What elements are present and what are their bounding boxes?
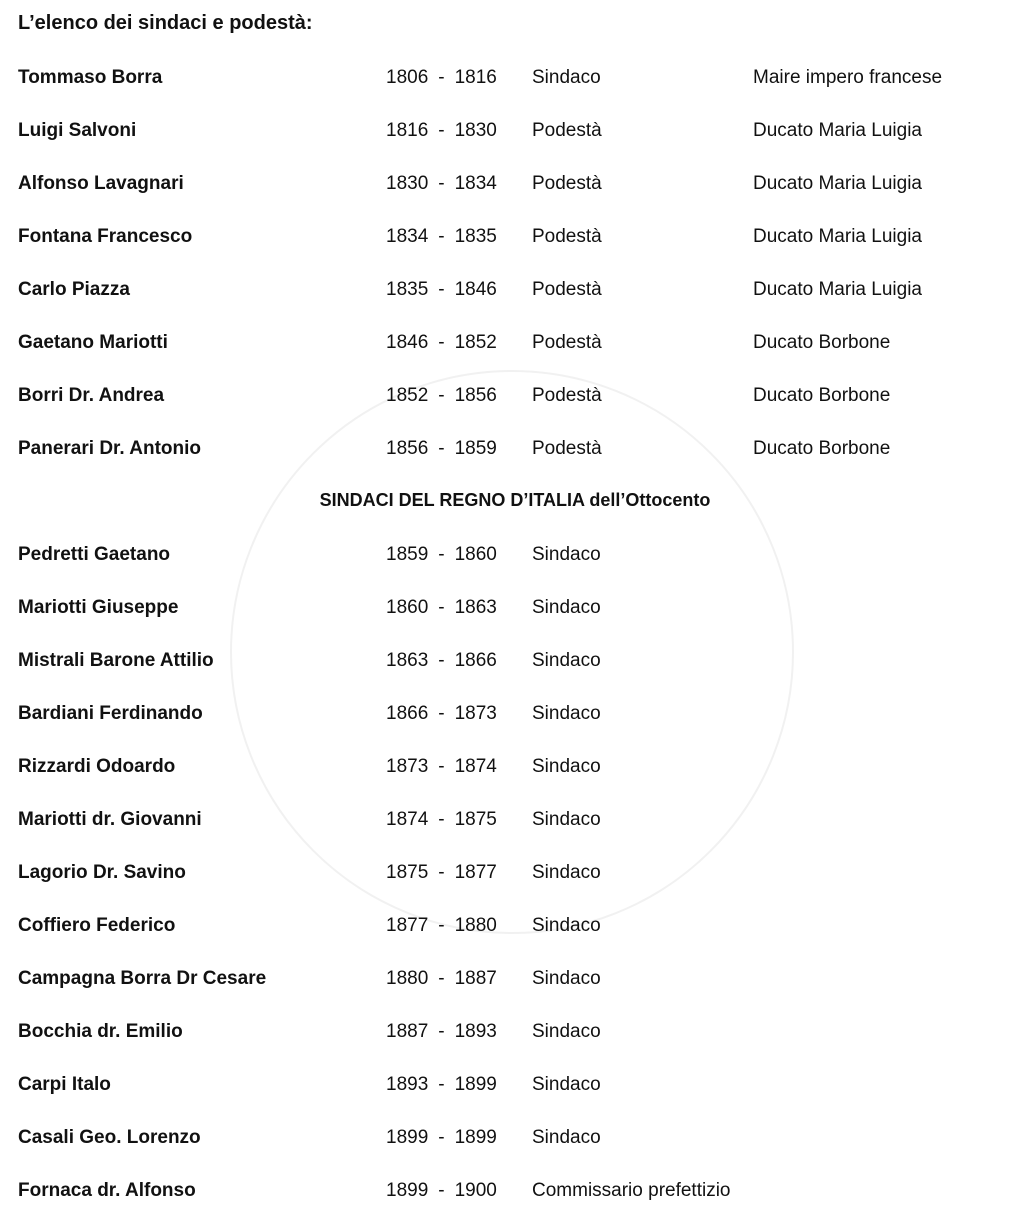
- mayor-row: [0, 699, 1030, 729]
- term-start: 1856: [386, 438, 429, 459]
- term-start: 1866: [386, 703, 429, 724]
- term-years: [386, 222, 497, 252]
- term-start: 1816: [386, 120, 429, 141]
- term-start: 1875: [386, 862, 429, 883]
- term-years: [386, 805, 497, 835]
- mayor-name: Gaetano Mariotti: [18, 332, 168, 353]
- mayor-name: Carlo Piazza: [18, 279, 130, 300]
- term-years: [386, 593, 497, 623]
- term-years: [386, 911, 497, 941]
- mayor-name: Tommaso Borra: [18, 67, 163, 88]
- mayor-row: [0, 275, 1030, 305]
- term-years: [386, 858, 497, 888]
- term-start: 1899: [386, 1127, 429, 1148]
- term-start: 1860: [386, 597, 429, 618]
- mayor-row: [0, 1176, 1030, 1206]
- office-title: Commissario prefettizio: [532, 1180, 731, 1201]
- term-end: 1866: [454, 650, 497, 671]
- term-years: [386, 540, 497, 570]
- mayor-row: [0, 593, 1030, 623]
- term-end: 1846: [454, 279, 497, 300]
- dash: -: [438, 1074, 445, 1095]
- mayor-row: [0, 858, 1030, 888]
- term-years: [386, 169, 497, 199]
- mayor-row: [0, 1070, 1030, 1100]
- office-title: Sindaco: [532, 809, 601, 830]
- term-end: 1852: [454, 332, 497, 353]
- term-end: 1835: [454, 226, 497, 247]
- dash: -: [438, 703, 445, 724]
- government-note: Maire impero francese: [753, 67, 943, 88]
- term-end: 1859: [454, 438, 497, 459]
- mayor-name: Fontana Francesco: [18, 226, 193, 247]
- term-start: 1874: [386, 809, 429, 830]
- term-end: 1887: [454, 968, 497, 989]
- mayor-row: [0, 222, 1030, 252]
- office-title: Podestà: [532, 120, 602, 141]
- office-title: Podestà: [532, 226, 602, 247]
- term-end: 1900: [454, 1180, 497, 1201]
- term-start: 1873: [386, 756, 429, 777]
- term-start: 1880: [386, 968, 429, 989]
- dash: -: [438, 332, 445, 353]
- term-years: [386, 1070, 497, 1100]
- office-title: Sindaco: [532, 544, 601, 565]
- office-title: Sindaco: [532, 915, 601, 936]
- term-years: [386, 381, 497, 411]
- mayor-row: [0, 805, 1030, 835]
- mayor-row: [0, 540, 1030, 570]
- mayor-name: Fornaca dr. Alfonso: [18, 1180, 196, 1201]
- mayor-row: [0, 964, 1030, 994]
- term-start: 1834: [386, 226, 429, 247]
- section-heading-regno-italia: SINDACI DEL REGNO D’ITALIA dell’Ottocento: [319, 490, 711, 510]
- dash: -: [438, 67, 445, 88]
- mayor-row: [0, 1123, 1030, 1153]
- office-title: Sindaco: [532, 1021, 601, 1042]
- term-end: 1874: [454, 756, 497, 777]
- office-title: Podestà: [532, 385, 602, 406]
- term-start: 1893: [386, 1074, 429, 1095]
- term-end: 1816: [454, 67, 497, 88]
- office-title: Podestà: [532, 173, 602, 194]
- term-start: 1852: [386, 385, 429, 406]
- term-end: 1860: [454, 544, 497, 565]
- government-note: Ducato Borbone: [753, 385, 891, 406]
- mayor-row: [0, 169, 1030, 199]
- mayor-name: Pedretti Gaetano: [18, 544, 171, 565]
- term-start: 1806: [386, 67, 429, 88]
- term-years: [386, 1017, 497, 1047]
- mayor-row: [0, 1017, 1030, 1047]
- term-start: 1887: [386, 1021, 429, 1042]
- office-title: Sindaco: [532, 650, 601, 671]
- term-years: [386, 964, 497, 994]
- office-title: Podestà: [532, 279, 602, 300]
- office-title: Sindaco: [532, 862, 601, 883]
- mayor-row: [0, 434, 1030, 464]
- term-end: 1834: [454, 173, 497, 194]
- term-years: [386, 752, 497, 782]
- dash: -: [438, 544, 445, 565]
- office-title: Sindaco: [532, 968, 601, 989]
- mayor-name: Borri Dr. Andrea: [18, 385, 165, 406]
- dash: -: [438, 1180, 445, 1201]
- mayor-row: [0, 752, 1030, 782]
- mayor-name: Luigi Salvoni: [18, 120, 137, 141]
- mayor-name: Casali Geo. Lorenzo: [18, 1127, 201, 1148]
- mayor-name: Campagna Borra Dr Cesare: [18, 968, 267, 989]
- term-start: 1835: [386, 279, 429, 300]
- dash: -: [438, 279, 445, 300]
- term-end: 1899: [454, 1074, 497, 1095]
- mayor-name: Panerari Dr. Antonio: [18, 438, 201, 459]
- dash: -: [438, 862, 445, 883]
- office-title: Sindaco: [532, 67, 601, 88]
- dash: -: [438, 1021, 445, 1042]
- dash: -: [438, 385, 445, 406]
- term-start: 1899: [386, 1180, 429, 1201]
- mayor-row: [0, 381, 1030, 411]
- mayor-name: Mariotti Giuseppe: [18, 597, 179, 618]
- dash: -: [438, 226, 445, 247]
- term-years: [386, 63, 497, 93]
- term-years: [386, 699, 497, 729]
- office-title: Sindaco: [532, 1074, 601, 1095]
- term-start: 1859: [386, 544, 429, 565]
- office-title: Podestà: [532, 438, 602, 459]
- mayor-row: [0, 328, 1030, 358]
- office-title: Podestà: [532, 332, 602, 353]
- term-years: [386, 434, 497, 464]
- mayor-name: Coffiero Federico: [18, 915, 176, 936]
- dash: -: [438, 650, 445, 671]
- term-end: 1880: [454, 915, 497, 936]
- mayor-row: [0, 911, 1030, 941]
- term-end: 1856: [454, 385, 497, 406]
- mayor-row: [0, 646, 1030, 676]
- term-end: 1863: [454, 597, 497, 618]
- term-end: 1899: [454, 1127, 497, 1148]
- term-end: 1893: [454, 1021, 497, 1042]
- government-note: Ducato Borbone: [753, 332, 891, 353]
- term-years: [386, 116, 497, 146]
- term-start: 1863: [386, 650, 429, 671]
- dash: -: [438, 809, 445, 830]
- term-end: 1873: [454, 703, 497, 724]
- mayor-name: Carpi Italo: [18, 1074, 111, 1095]
- page-title: L’elenco dei sindaci e podestà:: [18, 12, 313, 34]
- term-start: 1877: [386, 915, 429, 936]
- office-title: Sindaco: [532, 597, 601, 618]
- office-title: Sindaco: [532, 1127, 601, 1148]
- dash: -: [438, 968, 445, 989]
- dash: -: [438, 438, 445, 459]
- mayor-name: Lagorio Dr. Savino: [18, 862, 186, 883]
- term-years: [386, 1176, 497, 1206]
- government-note: Ducato Maria Luigia: [753, 120, 922, 141]
- term-years: [386, 646, 497, 676]
- government-note: Ducato Maria Luigia: [753, 226, 922, 247]
- term-years: [386, 1123, 497, 1153]
- dash: -: [438, 756, 445, 777]
- term-years: [386, 328, 497, 358]
- mayor-name: Bardiani Ferdinando: [18, 703, 203, 724]
- dash: -: [438, 173, 445, 194]
- dash: -: [438, 1127, 445, 1148]
- term-years: [386, 275, 497, 305]
- mayor-name: Mistrali Barone Attilio: [18, 650, 214, 671]
- mayor-row: [0, 116, 1030, 146]
- mayor-name: Mariotti dr. Giovanni: [18, 809, 202, 830]
- mayor-row: [0, 63, 1030, 93]
- dash: -: [438, 915, 445, 936]
- office-title: Sindaco: [532, 756, 601, 777]
- government-note: Ducato Maria Luigia: [753, 173, 922, 194]
- term-end: 1875: [454, 809, 497, 830]
- dash: -: [438, 120, 445, 141]
- term-start: 1846: [386, 332, 429, 353]
- mayor-name: Rizzardi Odoardo: [18, 756, 176, 777]
- dash: -: [438, 597, 445, 618]
- government-note: Ducato Borbone: [753, 438, 891, 459]
- term-start: 1830: [386, 173, 429, 194]
- term-end: 1830: [454, 120, 497, 141]
- government-note: Ducato Maria Luigia: [753, 279, 922, 300]
- mayor-name: Alfonso Lavagnari: [18, 173, 184, 194]
- office-title: Sindaco: [532, 703, 601, 724]
- mayor-name: Bocchia dr. Emilio: [18, 1021, 183, 1042]
- term-end: 1877: [454, 862, 497, 883]
